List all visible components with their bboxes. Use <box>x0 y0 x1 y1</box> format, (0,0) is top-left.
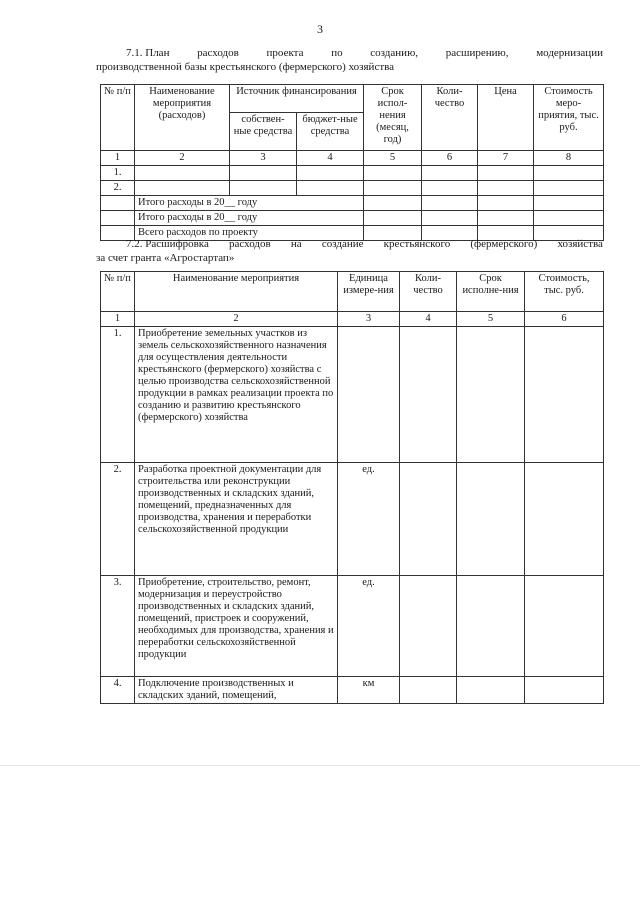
table-row: 4. Подключение производственных и складских зданий, помещений, км <box>101 677 604 704</box>
section-7-1-title: 7.1. План расходов проекта по созданию, расширению, модернизации производственной базы крестьянского (фермерского) хозяйства <box>96 47 603 73</box>
column-numbers-row: 1 2 3 4 5 6 <box>101 312 604 327</box>
grant-expense-breakdown-table <box>100 271 604 704</box>
activity-name: Разработка проектной документации для строительства или реконструкции производственных и складских зданий, помещений, предназначенных для производства, хранения и переработки сельскохозяйственной продукции <box>135 463 338 576</box>
activity-name: Приобретение земельных участков из земель сельскохозяйственного назначения для осуществления деятельности крестьянского (фермерского) хозяйства с целью производства сельскохозяйственной продукции в рамках реализации проекта по созданию и развитию крестьянского (фермерского) хозяйства <box>135 327 338 463</box>
section-7-1-title-line1: 7.1. План расходов проекта по созданию, расширению, модернизации <box>126 47 603 59</box>
blank-area <box>0 765 640 906</box>
column-numbers-row: 1 2 3 4 5 6 7 8 <box>101 151 604 166</box>
expense-plan-table <box>100 84 604 241</box>
total-label: Итого расходы в 20__ году <box>135 211 364 226</box>
header-row <box>101 272 604 312</box>
header-cost: Стоимость, тыс. руб. <box>525 272 604 312</box>
activity-name: Приобретение, строительство, ремонт, модернизация и переустройство производственных и складских зданий, помещений, пристроек и сооружений, необходимых для производства, хранения и переработки сельскохозяйственной продукции <box>135 576 338 677</box>
table-row: 3. Приобретение, строительство, ремонт, модернизация и переустройство производственных и складских зданий, помещений, пристроек и сооружений, необходимых для производства, хранения и переработки сельскохозяйственной продукции ед. <box>101 576 604 677</box>
table-row: 1. <box>101 166 604 181</box>
total-label: Итого расходы в 20__ году <box>135 196 364 211</box>
header-term: Срок испол-нения (месяц, год) <box>364 85 422 151</box>
header-unit: Единица измере-ния <box>338 272 400 312</box>
header-num: № п/п <box>101 85 135 151</box>
table-row: 2. Разработка проектной документации для строительства или реконструкции производственных и складских зданий, помещений, предназначенных для производства, хранения и переработки сельскохозяйственной продукции ед. <box>101 463 604 576</box>
page-number: 3 <box>317 22 323 36</box>
grand-total-label: Всего расходов по проекту <box>135 226 364 241</box>
header-name: Наименование мероприятия <box>135 272 338 312</box>
total-row <box>101 196 604 211</box>
section-7-2-title: 7.2. Расшифровка расходов на создание крестьянского (фермерского) хозяйства за счет гранта «Агростартап» <box>96 238 603 264</box>
header-name: Наименование мероприятия (расходов) <box>135 85 230 151</box>
table-row: 1. Приобретение земельных участков из земель сельскохозяйственного назначения для осуществления деятельности крестьянского (фермерского) хозяйства с целью производства сельскохозяйственной продукции в рамках реализации проекта по созданию и развитию крестьянского (фермерского) хозяйства <box>101 327 604 463</box>
header-qty: Коли-чество <box>400 272 457 312</box>
header-source: Источник финансирования <box>230 85 364 113</box>
activity-name: Подключение производственных и складских зданий, помещений, <box>135 677 338 704</box>
header-num: № п/п <box>101 272 135 312</box>
header-cost: Стоимость меро-приятия, тыс. руб. <box>534 85 604 151</box>
header-price: Цена <box>478 85 534 151</box>
header-qty: Коли-чество <box>422 85 478 151</box>
table-row: 2. <box>101 181 604 196</box>
header-row <box>101 85 604 113</box>
header-term: Срок исполне-ния <box>457 272 525 312</box>
section-7-2-title-line1: 7.2. Расшифровка расходов на создание крестьянского (фермерского) хозяйства <box>126 238 603 250</box>
total-row <box>101 211 604 226</box>
header-budget-funds: бюджет-ные средства <box>297 113 364 151</box>
header-own-funds: собствен-ные средства <box>230 113 297 151</box>
